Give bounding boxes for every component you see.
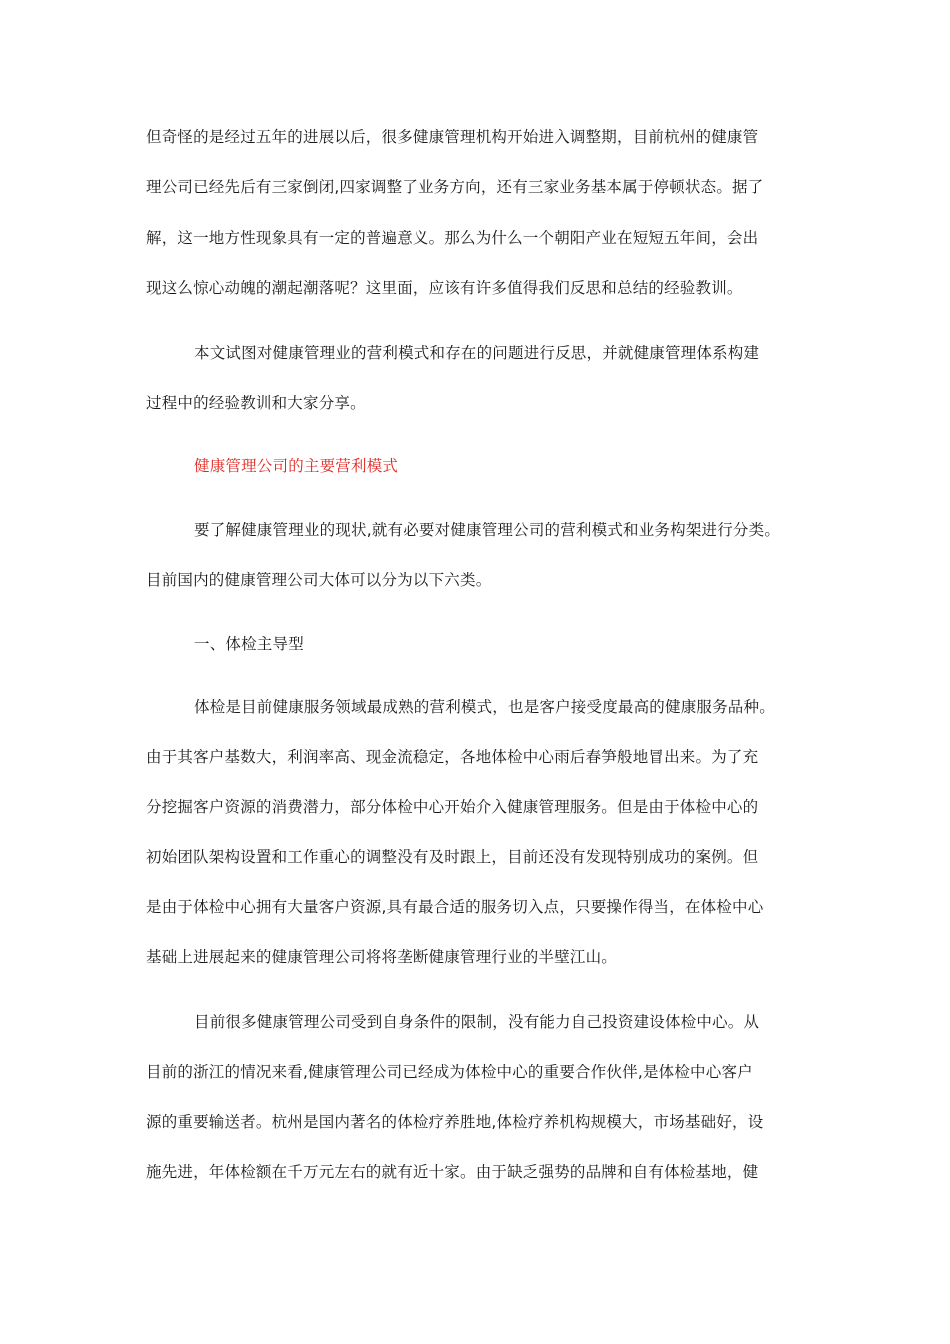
- text-line: 源的重要输送者。杭州是国内著名的体检疗养胜地,体检疗养机构规模大，市场基础好，设: [146, 1113, 764, 1131]
- text-line: 现这么惊心动魄的潮起潮落呢？这里面，应该有许多值得我们反思和总结的经验教训。: [146, 279, 743, 297]
- text-line: 目前很多健康管理公司受到自身条件的限制，没有能力自己投资建设体检中心。从: [194, 1013, 760, 1031]
- text-line: 由于其客户基数大，利润率高、现金流稳定，各地体检中心雨后春笋般地冒出来。为了充: [146, 748, 759, 766]
- text-line: 是由于体检中心拥有大量客户资源,具有最合适的服务切入点，只要操作得当，在体检中心: [146, 898, 764, 916]
- text-line: 目前的浙江的情况来看,健康管理公司已经成为体检中心的重要合作伙伴,是体检中心客户: [146, 1063, 753, 1081]
- text-line: 本文试图对健康管理业的营利模式和存在的问题进行反思，并就健康管理体系构建: [194, 344, 760, 362]
- text-line: 分挖掘客户资源的消费潜力，部分体检中心开始介入健康管理服务。但是由于体检中心的: [146, 798, 759, 816]
- text-line: 要了解健康管理业的现状,就有必要对健康管理公司的营利模式和业务构架进行分类。: [194, 521, 781, 539]
- text-line: 基础上进展起来的健康管理公司将将垄断健康管理行业的半壁江山。: [146, 948, 618, 966]
- text-line: 体检是目前健康服务领域最成熟的营利模式，也是客户接受度最高的健康服务品种。: [194, 698, 775, 716]
- section-heading: 健康管理公司的主要营利模式: [194, 457, 399, 475]
- text-line: 过程中的经验教训和大家分享。: [146, 394, 366, 412]
- text-line: 但奇怪的是经过五年的进展以后，很多健康管理机构开始进入调整期，目前杭州的健康管: [146, 128, 759, 146]
- text-line: 施先进，年体检额在千万元左右的就有近十家。由于缺乏强势的品牌和自有体检基地，健: [146, 1163, 759, 1181]
- text-line: 解，这一地方性现象具有一定的普遍意义。那么为什么一个朝阳产业在短短五年间，会出: [146, 229, 759, 247]
- text-line: 目前国内的健康管理公司大体可以分为以下六类。: [146, 571, 492, 589]
- text-line: 理公司已经先后有三家倒闭,四家调整了业务方向，还有三家业务基本属于停顿状态。据了: [146, 178, 764, 196]
- subsection-title: 一、体检主导型: [194, 635, 304, 653]
- text-line: 初始团队架构设置和工作重心的调整没有及时跟上，目前还没有发现特别成功的案例。但: [146, 848, 759, 866]
